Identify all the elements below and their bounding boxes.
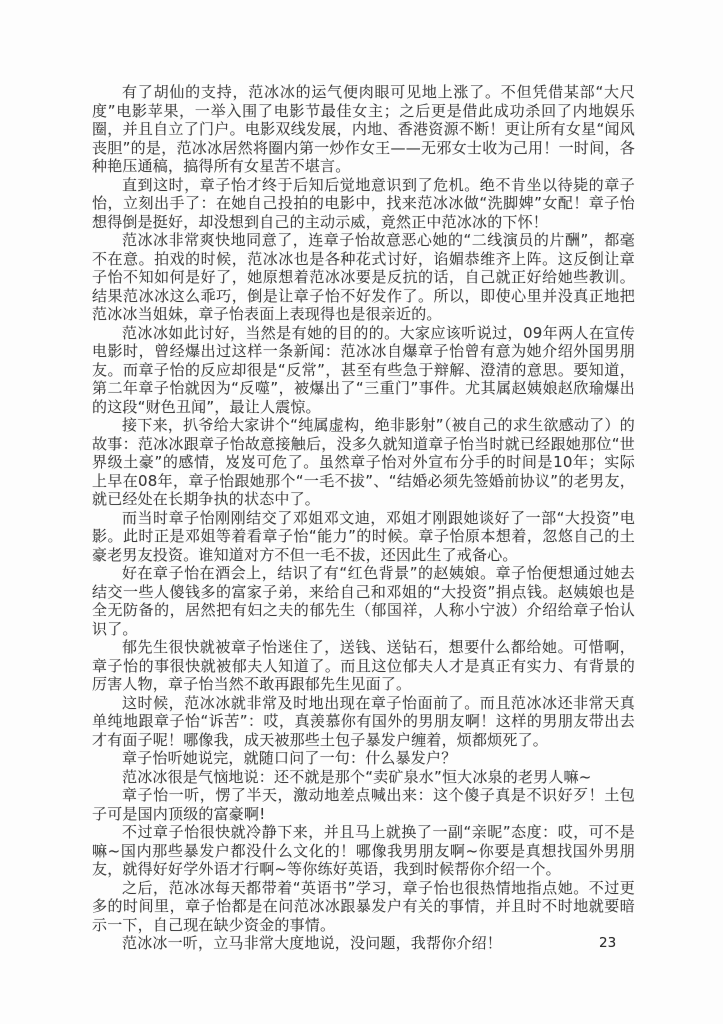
paragraph: 范冰冰非常爽快地同意了，连章子怡故意恶心她的“二线演员的片酬”，都毫不在意。拍戏的时候，范冰冰也是各种花式讨好，谄媚恭维齐上阵。这反倒让章子怡不知如何是好了，她原想着范冰冰要是反抗的话，自己就正好给她些教训。结果范冰冰这么乖巧，倒是让章子怡不好发作了。所以，即使心里并没真正地把范冰冰当姐妹，章子怡表面上表现得也是很亲近的。 (92, 231, 635, 323)
paragraph: 郁先生很快就被章子怡迷住了，送钱、送钻石，想要什么都给她。可惜啊，章子怡的事很快就被郁夫人知道了。而且这位郁夫人才是真正有实力、有背景的厉害人物，章子怡当然不敢再跟郁先生见面了。 (92, 638, 635, 693)
paragraph: 之后，范冰冰每天都带着“英语书”学习，章子怡也很热情地指点她。不过更多的时间里，章子怡都是在问范冰冰跟暴发户有关的事情，并且时不时地就要暗示一下，自己现在缺少资金的事情。 (92, 878, 635, 934)
paragraph: 不过章子怡很快就冷静下来，并且马上就换了一副“亲昵”态度：哎，可不是嘛~国内那些暴发户都没什么文化的！哪像我男朋友啊~你要是真想找国外男朋友，就得好好学外语才行啊~等你练好英语，我到时候帮你介绍一个。 (92, 823, 635, 878)
paragraph: 好在章子怡在酒会上，结识了有“红色背景”的赵姨娘。章子怡便想通过她去结交一些人傻钱多的富家子弟，来给自己和邓姐的“大投资”捐点钱。赵姨娘也是全无防备的，居然把有妇之夫的郁先生（郁国祥，人称小宁波）介绍给章子怡认识了。 (92, 564, 635, 638)
paragraph: 范冰冰很是气恼地说：还不就是那个“卖矿泉水”恒大冰泉的老男人嘛~ (122, 767, 592, 786)
article-body (92, 83, 635, 953)
paragraph: 有了胡仙的支持，范冰冰的运气便肉眼可见地上涨了。不但凭借某部“大尺度”电影苹果，一举入围了电影节最佳女主；之后更是借此成功杀回了内地娱乐圈，并且自立了门户。电影双线发展，内地、香港资源不断！更让所有女星“闻风丧胆”的是，范冰冰居然将圈内第一炒作女王——无邪女士收为己用！一时间，各种艳压通稿，搞得所有女星苦不堪言。 (92, 83, 635, 175)
paragraph: 而当时章子怡刚刚结交了邓姐邓文迪，邓姐才刚跟她谈好了一部“大投资”电影。此时正是邓姐等着看章子怡“能力”的时候。章子怡原本想着，忽悠自己的土豪老男友投资。谁知道对方不但一毛不拔，还因此生了戒备心。 (92, 508, 635, 564)
paragraph: 章子怡听她说完，就随口问了一句：什么暴发户？ (122, 749, 457, 767)
paragraph: 直到这时，章子怡才终于后知后觉地意识到了危机。绝不肯坐以待毙的章子怡，立刻出手了：在她自己投拍的电影中，找来范冰冰做“洗脚婢”女配！章子怡想得倒是挺好，却没想到自己的主动示威，竟然正中范冰冰的下怀！ (92, 175, 635, 231)
page-number: 23 (599, 935, 617, 951)
paragraph: 接下来，扒爷给大家讲个“纯属虚构，绝非影射”（被自己的求生欲感动了）的故事：范冰冰跟章子怡故意接触后，没多久就知道章子怡当时就已经跟她那位“世界级土豪”的感情，岌岌可危了。虽然章子怡对外宣布分手的时间是10年；实际上早在08年，章子怡跟她那个“一毛不拔”、“结婚必须先签婚前协议”的老男友，就已经处在长期争执的状态中了。 (92, 416, 635, 508)
paragraph: 范冰冰如此讨好，当然是有她的目的的。大家应该听说过，09年两人在宣传电影时，曾经爆出过这样一条新闻：范冰冰自爆章子怡曾有意为她介绍外国男朋友。而章子怡的反应却很是“反常”，甚至有些急于辩解、澄清的意思。要知道，第二年章子怡就因为“反噬”，被爆出了“三重门”事件。尤其属赵姨娘赵欣瑜爆出的这段“财色丑闻”，最让人震惊。 (92, 323, 635, 416)
paragraph: 范冰冰一听，立马非常大度地说，没问题，我帮你介绍！ (122, 934, 503, 952)
paragraph: 这时候，范冰冰就非常及时地出现在章子怡面前了。而且范冰冰还非常天真单纯地跟章子怡“诉苦”：哎，真羡慕你有国外的男朋友啊！这样的男朋友带出去才有面子呢！哪像我，成天被那些土包子暴发户缠着，烦都烦死了。 (92, 693, 635, 749)
paragraph: 章子怡一听，愣了半天，激动地差点喊出来：这个傻子真是不识好歹！土包子可是国内顶级的富豪啊! (92, 786, 635, 823)
